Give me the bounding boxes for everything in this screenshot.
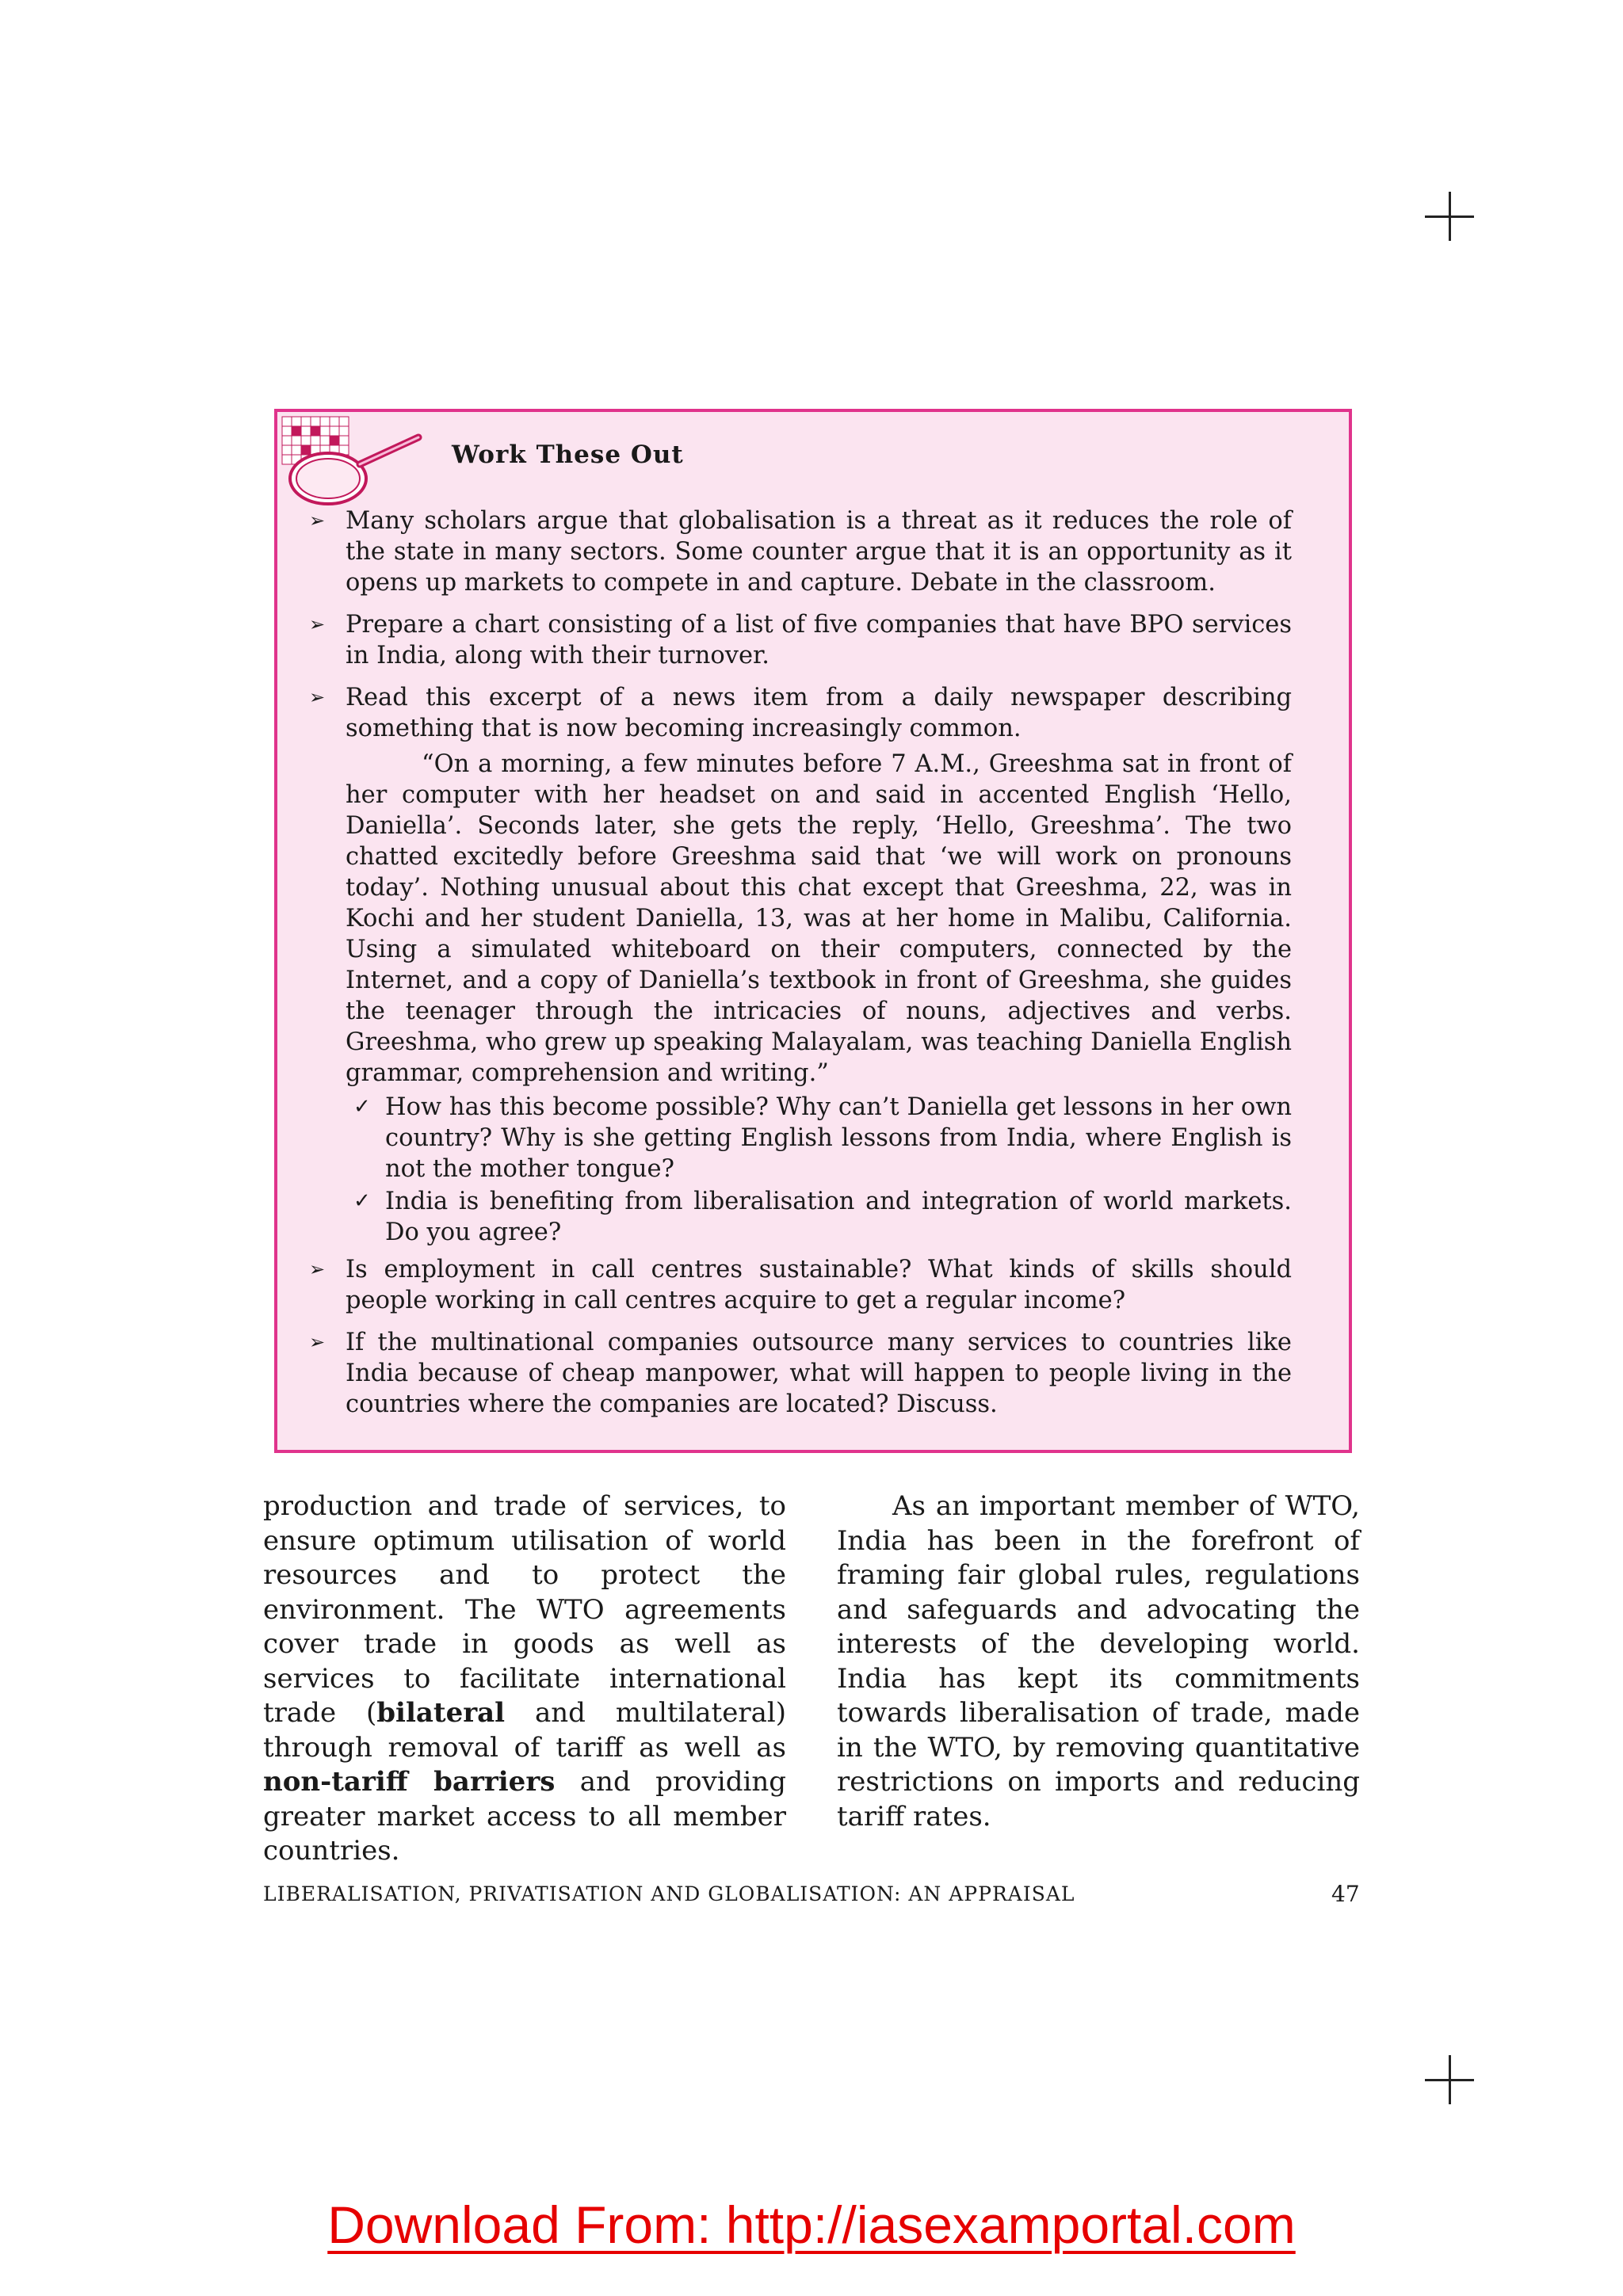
arrow-bullet-icon: ➢	[309, 509, 326, 532]
box-title: Work These Out	[452, 441, 684, 469]
checkmark-icon: ✓	[353, 1189, 371, 1213]
list-item: ➢ Prepare a chart consisting of a list of five companies that have BPO services in India, along with their turnover.	[309, 611, 1292, 669]
crop-mark-bottom-right	[1425, 2055, 1474, 2104]
download-link[interactable]: Download From: http://iasexamportal.com	[327, 2195, 1296, 2254]
arrow-bullet-icon: ➢	[309, 613, 326, 635]
list-item: ➢ Read this excerpt of a news item from a daily newspaper describing something that is now becoming increasingly common.	[309, 684, 1292, 742]
running-footer-title: LIBERALISATION, PRIVATISATION AND GLOBALISATION: AN APPRAISAL	[263, 1882, 1075, 1905]
work-these-out-box	[274, 409, 1352, 1453]
crop-mark-top-right	[1425, 192, 1474, 241]
arrow-bullet-icon: ➢	[309, 1331, 326, 1353]
exercise-list	[309, 505, 1292, 1431]
list-item: ➢ Is employment in call centres sustainable? What kinds of skills should people working in call centres acquire to get a regular income?	[309, 1256, 1292, 1314]
left-column	[263, 1489, 786, 1869]
list-item: ➢ If the multinational companies outsource many services to countries like India because of cheap manpower, what will happen to people living in the countries where the companies are located? Discuss.	[309, 1329, 1292, 1418]
term-bilateral: bilateral	[376, 1697, 506, 1729]
sub-question: ✓ How has this become possible? Why can’t Daniella get lessons in her own country? Why is she getting English lessons from India, where English is not the mother tongue?	[353, 1093, 1292, 1183]
right-column	[837, 1489, 1360, 1834]
term-non-tariff-barriers: non-tariff barriers	[263, 1766, 556, 1798]
arrow-bullet-icon: ➢	[309, 686, 326, 708]
arrow-bullet-icon: ➢	[309, 1258, 326, 1280]
news-excerpt: “On a morning, a few minutes before 7 A.M., Greeshma sat in front of her computer with her headset on and said in accented English ‘Hello, Daniella’. Seconds later, she gets the reply, ‘Hello, Greeshma’. The two chatted excitedly before Greeshma said that ‘we will work on pronouns today’. Nothing unusual about this chat except that Greeshma, 22, was in Kochi and her student Daniella, 13, was at her home in Malibu, California. Using a simulated whiteboard on their computers, connected by the Internet, and a copy of Daniella’s textbook in front of Greeshma, she guides the teenager through the intricacies of nouns, adjectives and verbs. Greeshma, who grew up speaking Malayalam, was teaching Daniella English grammar, comprehension and writing.”	[346, 750, 1292, 1087]
sub-question: ✓ India is benefiting from liberalisation and integration of world markets. Do you agree?	[353, 1188, 1292, 1246]
body-paragraph: production and trade of services, to ensure optimum utilisation of world resources and to protect the environment. The WTO agreements cover trade in goods as well as services to facilitate international trade (bilateral and multilateral) through removal of tariff as well as non-tariff barriers and providing greater market access to all member countries.	[263, 1490, 786, 1867]
list-item: ➢ Many scholars argue that globalisation is a threat as it reduces the role of the state in many sectors. Some counter argue that it is an opportunity as it opens up markets to compete in and capture. Debate in the classroom.	[309, 507, 1292, 597]
checkmark-icon: ✓	[353, 1095, 371, 1119]
body-paragraph: As an important member of WTO, India has been in the forefront of framing fair global rules, regulations and safeguards and advocating the interests of the developing world. India has kept its commitments towards liberalisation of trade, made in the WTO, by removing quantitative restrictions on imports and reducing tariff rates.	[837, 1490, 1360, 1833]
crossword-magnifier-icon	[279, 414, 453, 517]
page-number: 47	[1331, 1881, 1360, 1907]
